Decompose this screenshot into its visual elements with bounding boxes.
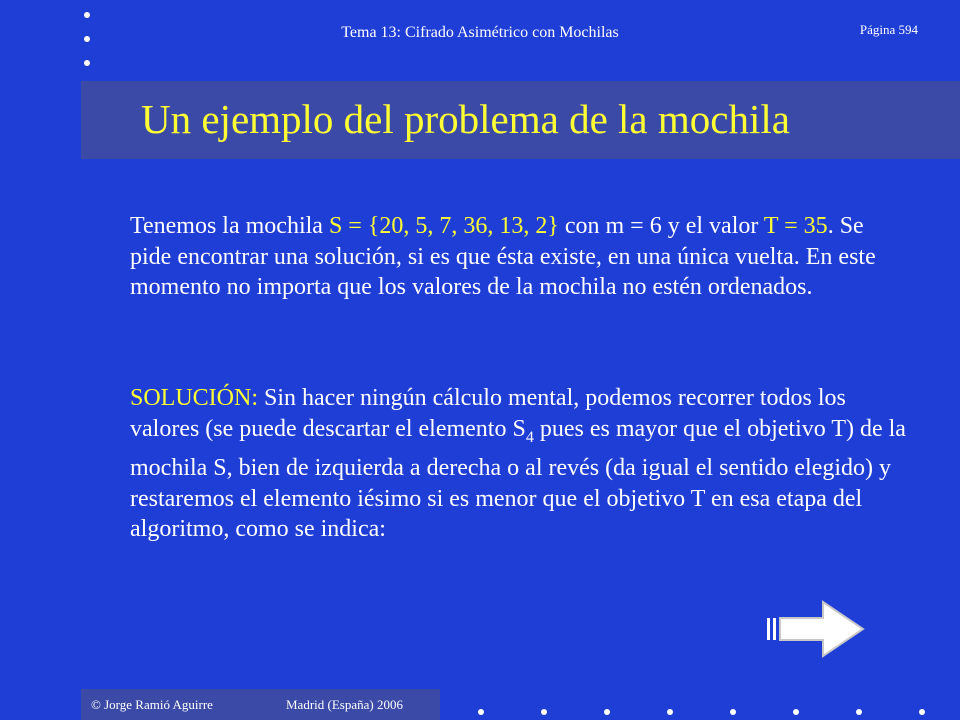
right-arrow-icon — [765, 598, 865, 658]
header-title: Tema 13: Cifrado Asimétrico con Mochilas — [341, 24, 619, 41]
decor-dot — [730, 709, 736, 715]
decor-dot — [667, 709, 673, 715]
text-fragment: Tenemos la mochila — [130, 213, 329, 239]
decor-dot — [541, 709, 547, 715]
solution-label: SOLUCIÓN: — [130, 385, 259, 411]
decor-dot — [604, 709, 610, 715]
decor-dot — [793, 709, 799, 715]
footer-author: © Jorge Ramió Aguirre — [91, 697, 213, 712]
text-fragment: con m = 6 y el valor — [558, 213, 764, 239]
footer-place: Madrid (España) 2006 — [286, 697, 403, 712]
subscript: 4 — [525, 428, 534, 446]
footer-bar — [81, 689, 440, 720]
slide-title: Un ejemplo del problema de la mochila — [141, 96, 790, 142]
decor-dot — [856, 709, 862, 715]
decor-dot — [84, 12, 90, 18]
title-bar — [81, 81, 960, 159]
text-fragment: pues es mayor que el objetivo T) de la mochila S, bien de izquierda a derecha o al revés (da igual el sentido elegido) y restaremos el elemento iésimo si es menor que el objetivo T en esa etapa del algoritmo, como se indica: — [130, 415, 906, 542]
page-number: Página 594 — [859, 22, 918, 37]
decor-dot — [84, 60, 90, 66]
text-fragment: . Se pide encontrar una solución, si es que ésta existe, en una única vuelta. En este momento no importa que los valores de la mochila no estén ordenados. — [130, 213, 876, 300]
decor-dot — [919, 709, 925, 715]
next-slide-button[interactable] — [765, 598, 865, 658]
paragraph-solution — [130, 383, 910, 545]
target-value: T = 35 — [763, 213, 828, 239]
paragraph-problem — [130, 211, 910, 303]
text-fragment: Sin hacer ningún cálculo mental, podemos recorrer todos los valores (se puede descartar el elemento S — [130, 385, 846, 442]
decor-dot — [478, 709, 484, 715]
knapsack-set: S = {20, 5, 7, 36, 13, 2} — [328, 213, 559, 239]
